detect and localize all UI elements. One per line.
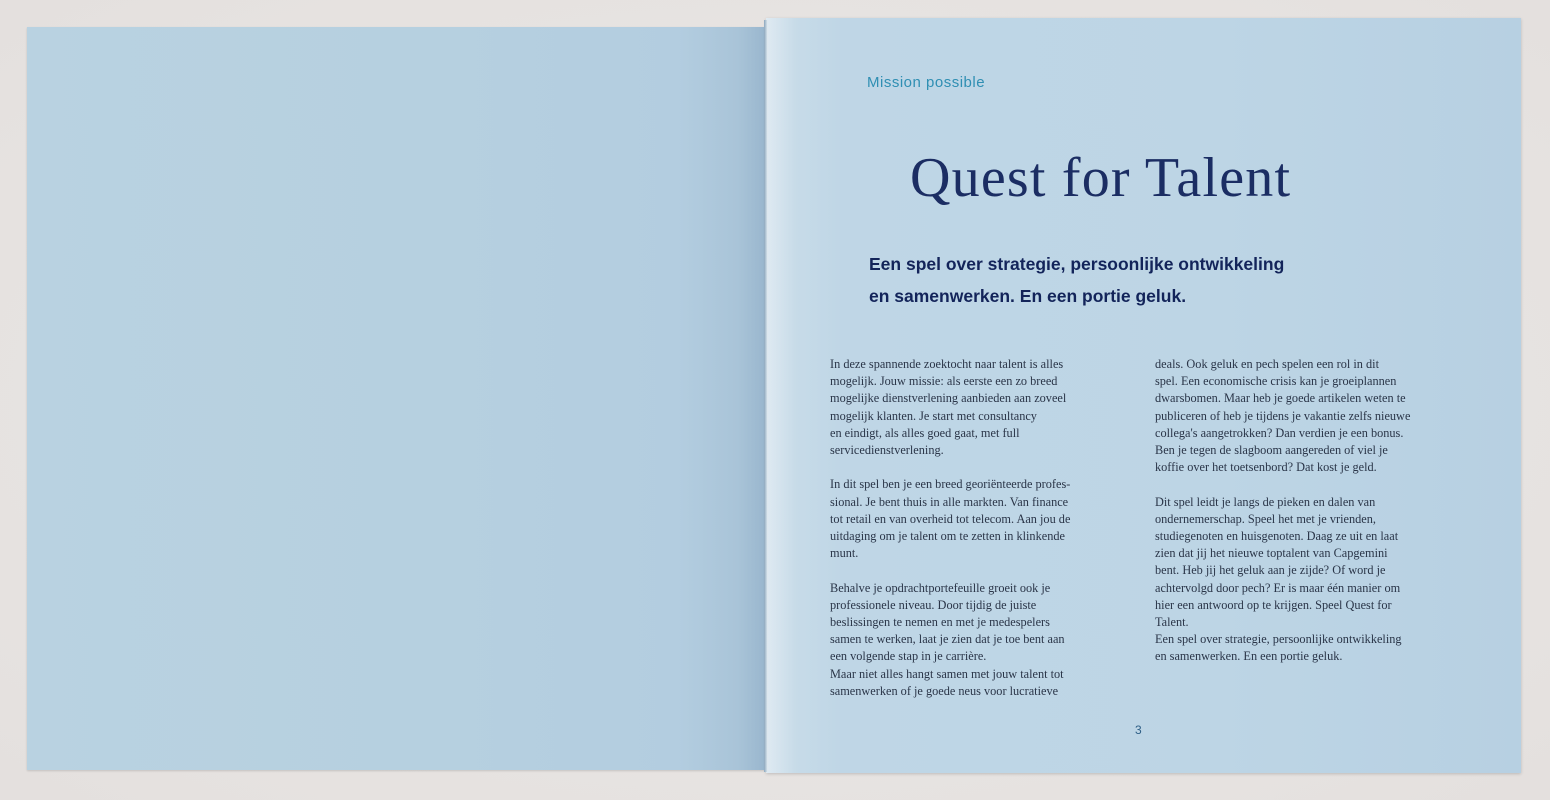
- body-column-left: [830, 356, 1070, 700]
- text-line: Dit spel leidt je langs de pieken en dalen van: [1155, 494, 1376, 509]
- text-line: een volgende stap in je carrière.: [830, 649, 987, 664]
- kicker-label: Mission possible: [867, 74, 986, 91]
- text-line: collega's aangetrokken? Dan verdien je een bonus.: [1155, 425, 1404, 440]
- text-line: uitdaging om je talent om te zetten in klinkende: [830, 529, 1065, 544]
- spine-gutter: [764, 20, 768, 772]
- text-line: In dit spel ben je een breed georiënteerde profes-: [830, 477, 1071, 492]
- page-number: 3: [1135, 723, 1142, 737]
- text-line: munt.: [830, 546, 859, 561]
- text-line: bent. Heb jij het geluk aan je zijde? Of word je: [1155, 563, 1386, 578]
- paragraph: [830, 580, 1070, 666]
- text-line: koffie over het toetsenbord? Dat kost je geld.: [1155, 460, 1377, 475]
- text-line: Ben je tegen de slagboom aangereden of viel je: [1155, 443, 1388, 458]
- right-page: [766, 18, 1521, 773]
- text-line: samenwerken of je goede neus voor lucratieve: [830, 683, 1059, 698]
- text-line: servicedienstverlening.: [830, 443, 944, 458]
- subtitle-line: en samenwerken. En een portie geluk.: [869, 286, 1187, 306]
- text-line: mogelijk klanten. Je start met consultancy: [830, 408, 1037, 423]
- subtitle: [869, 248, 1429, 312]
- paragraph: [1155, 494, 1410, 632]
- text-line: publiceren of heb je tijdens je vakantie zelfs nieuwe: [1155, 408, 1411, 423]
- body-column-right: [1155, 356, 1410, 666]
- text-line: beslissingen te nemen en met je medespelers: [830, 615, 1050, 630]
- left-page-blank: [27, 27, 767, 770]
- text-line: hier een antwoord op te krijgen. Speel Quest for: [1155, 597, 1392, 612]
- page-title: Quest for Talent: [910, 147, 1292, 209]
- subtitle-line: Een spel over strategie, persoonlijke ontwikkeling: [869, 254, 1285, 274]
- text-line: tot retail en van overheid tot telecom. Aan jou de: [830, 511, 1071, 526]
- text-line: achtervolgd door pech? Er is maar één manier om: [1155, 580, 1401, 595]
- text-line: sional. Je bent thuis in alle markten. Van finance: [830, 494, 1069, 509]
- paragraph: [1155, 356, 1410, 476]
- text-line: In deze spannende zoektocht naar talent is alles: [830, 357, 1064, 371]
- text-line: dwarsbomen. Maar heb je goede artikelen weten te: [1155, 391, 1406, 406]
- text-line: mogelijke dienstverlening aanbieden aan zoveel: [830, 391, 1067, 406]
- text-line: professionele niveau. Door tijdig de juiste: [830, 597, 1037, 612]
- paragraph: [1155, 631, 1410, 665]
- text-line: zien dat jij het nieuwe toptalent van Capgemini: [1155, 546, 1388, 561]
- text-line: en eindigt, als alles goed gaat, met full: [830, 425, 1020, 440]
- text-line: mogelijk. Jouw missie: als eerste een zo breed: [830, 374, 1058, 389]
- text-line: Behalve je opdrachtportefeuille groeit ook je: [830, 580, 1051, 595]
- paragraph: [830, 666, 1070, 700]
- text-line: en samenwerken. En een portie geluk.: [1155, 649, 1343, 664]
- text-line: ondernemerschap. Speel het met je vrienden,: [1155, 511, 1376, 526]
- paragraph: [830, 476, 1070, 562]
- text-line: Een spel over strategie, persoonlijke ontwikkeling: [1155, 632, 1402, 647]
- text-line: samen te werken, laat je zien dat je toe bent aan: [830, 632, 1065, 647]
- text-line: Talent.: [1155, 615, 1189, 630]
- text-line: deals. Ook geluk en pech spelen een rol in dit: [1155, 357, 1380, 371]
- paragraph: [830, 356, 1070, 459]
- text-line: studiegenoten en huisgenoten. Daag ze uit en laat: [1155, 529, 1399, 544]
- text-line: Maar niet alles hangt samen met jouw talent tot: [830, 666, 1064, 681]
- text-line: spel. Een economische crisis kan je groeiplannen: [1155, 374, 1397, 389]
